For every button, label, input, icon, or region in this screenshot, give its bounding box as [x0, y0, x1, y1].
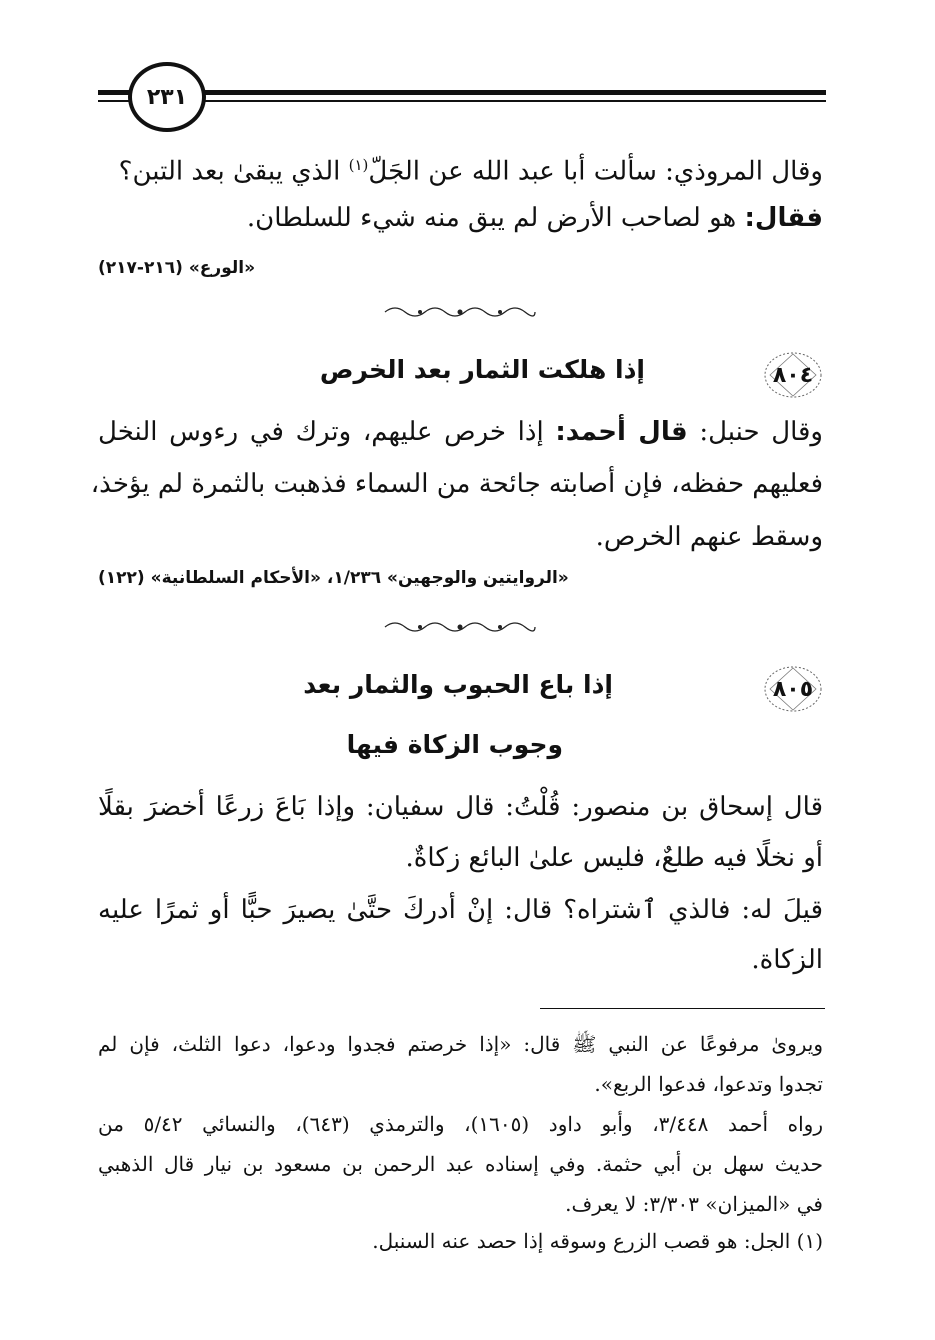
footnote-separator [540, 1008, 825, 1009]
footnote-ref: (١) [348, 156, 369, 174]
footnote-1 [98, 1222, 823, 1260]
paragraph-line [98, 198, 823, 238]
paragraph-line: الزكاة. [751, 945, 823, 975]
text-run: إذا خرص عليهم، وترك في رءوس النخل [98, 417, 556, 447]
footnote-line: حديث سهل بن أبي حثمة. وفي إسناده عبد الرحمن بن مسعود بن نيار قال الذهبي [98, 1152, 823, 1176]
paragraph-line: أو نخلًا فيه طلعٌ، فليس علىٰ البائع زكاةٌ. [405, 843, 823, 873]
section-title: إذا باع الحبوب والثمار بعد [303, 670, 613, 699]
paragraph-line [98, 412, 823, 452]
footnote-line: ويرویٰ مرفوعًا عن النبي ﷺ قال: «إذا خرصتم فجدوا ودعوا، دعوا الثلث، فإن لم [98, 1032, 823, 1056]
paragraph-line: قيلَ له: فالذي ٱشتراه؟ قال: إنْ أدركَ حتَّىٰ يصيرَ حبًّا أو ثمرًا عليه [98, 895, 823, 925]
section-title: إذا هلكت الثمار بعد الخرص [319, 355, 645, 384]
ornament-divider [380, 305, 540, 319]
footnote-line: رواه أحمد ٣/٤٤٨، وأبو داود (١٦٠٥)، والترمذي (٦٤٣)، والنسائي ٥/٤٢ من [98, 1112, 823, 1136]
ornament-divider [380, 620, 540, 634]
text-run: وقال حنبل: [687, 417, 823, 447]
entry-number: ٨٠٥ [772, 676, 814, 702]
speaker-label: قال أحمد: [555, 417, 688, 447]
header-rule-thin [98, 100, 826, 102]
page-header [98, 62, 826, 132]
paragraph-line: قال إسحاق بن منصور: قُلْتُ: قال سفيان: وإذا بَاعَ زرعًا أخضرَ بقلًا [98, 792, 823, 822]
footnote-marker: (١) [796, 1229, 823, 1253]
speaker-label: فقال: [744, 203, 823, 233]
footnote-text: الجل: هو قصب الزرع وسوقه إذا حصد عنه السنبل. [372, 1229, 797, 1253]
entry-number-badge [762, 664, 824, 714]
source-citation: «الورع» (٢١٦-٢١٧) [98, 258, 256, 278]
paragraph-line: وسقط عنهم الخرص. [595, 522, 823, 552]
paragraph-line [98, 145, 823, 192]
page-number: ٢٣١ [128, 62, 206, 132]
text-run: وقال المروذي: سألت أبا عبد الله عن الجَلّ [368, 156, 823, 187]
entry-number-badge [762, 350, 824, 400]
footnote-line: تجدوا وتدعوا، فدعوا الربع». [594, 1072, 823, 1096]
text-run: هو لصاحب الأرض لم يبق منه شيء للسلطان. [246, 203, 745, 233]
text-run: الذي يبقىٰ بعد التبن؟ [118, 156, 349, 187]
header-rule-thick [98, 90, 826, 95]
paragraph-line: فعليهم حفظه، فإن أصابته جائحة من السماء فذهبت بالثمرة لم يؤخذ، [90, 469, 823, 499]
footnote-line: في «الميزان» ٣/٣٠٣: لا يعرف. [565, 1192, 823, 1216]
entry-number: ٨٠٤ [772, 362, 814, 388]
section-title-cont: وجوب الزكاة فيها [346, 730, 563, 759]
source-citation: «الروايتين والوجهين» ١/٢٣٦، «الأحكام السلطانية» (١٢٢) [98, 568, 569, 588]
